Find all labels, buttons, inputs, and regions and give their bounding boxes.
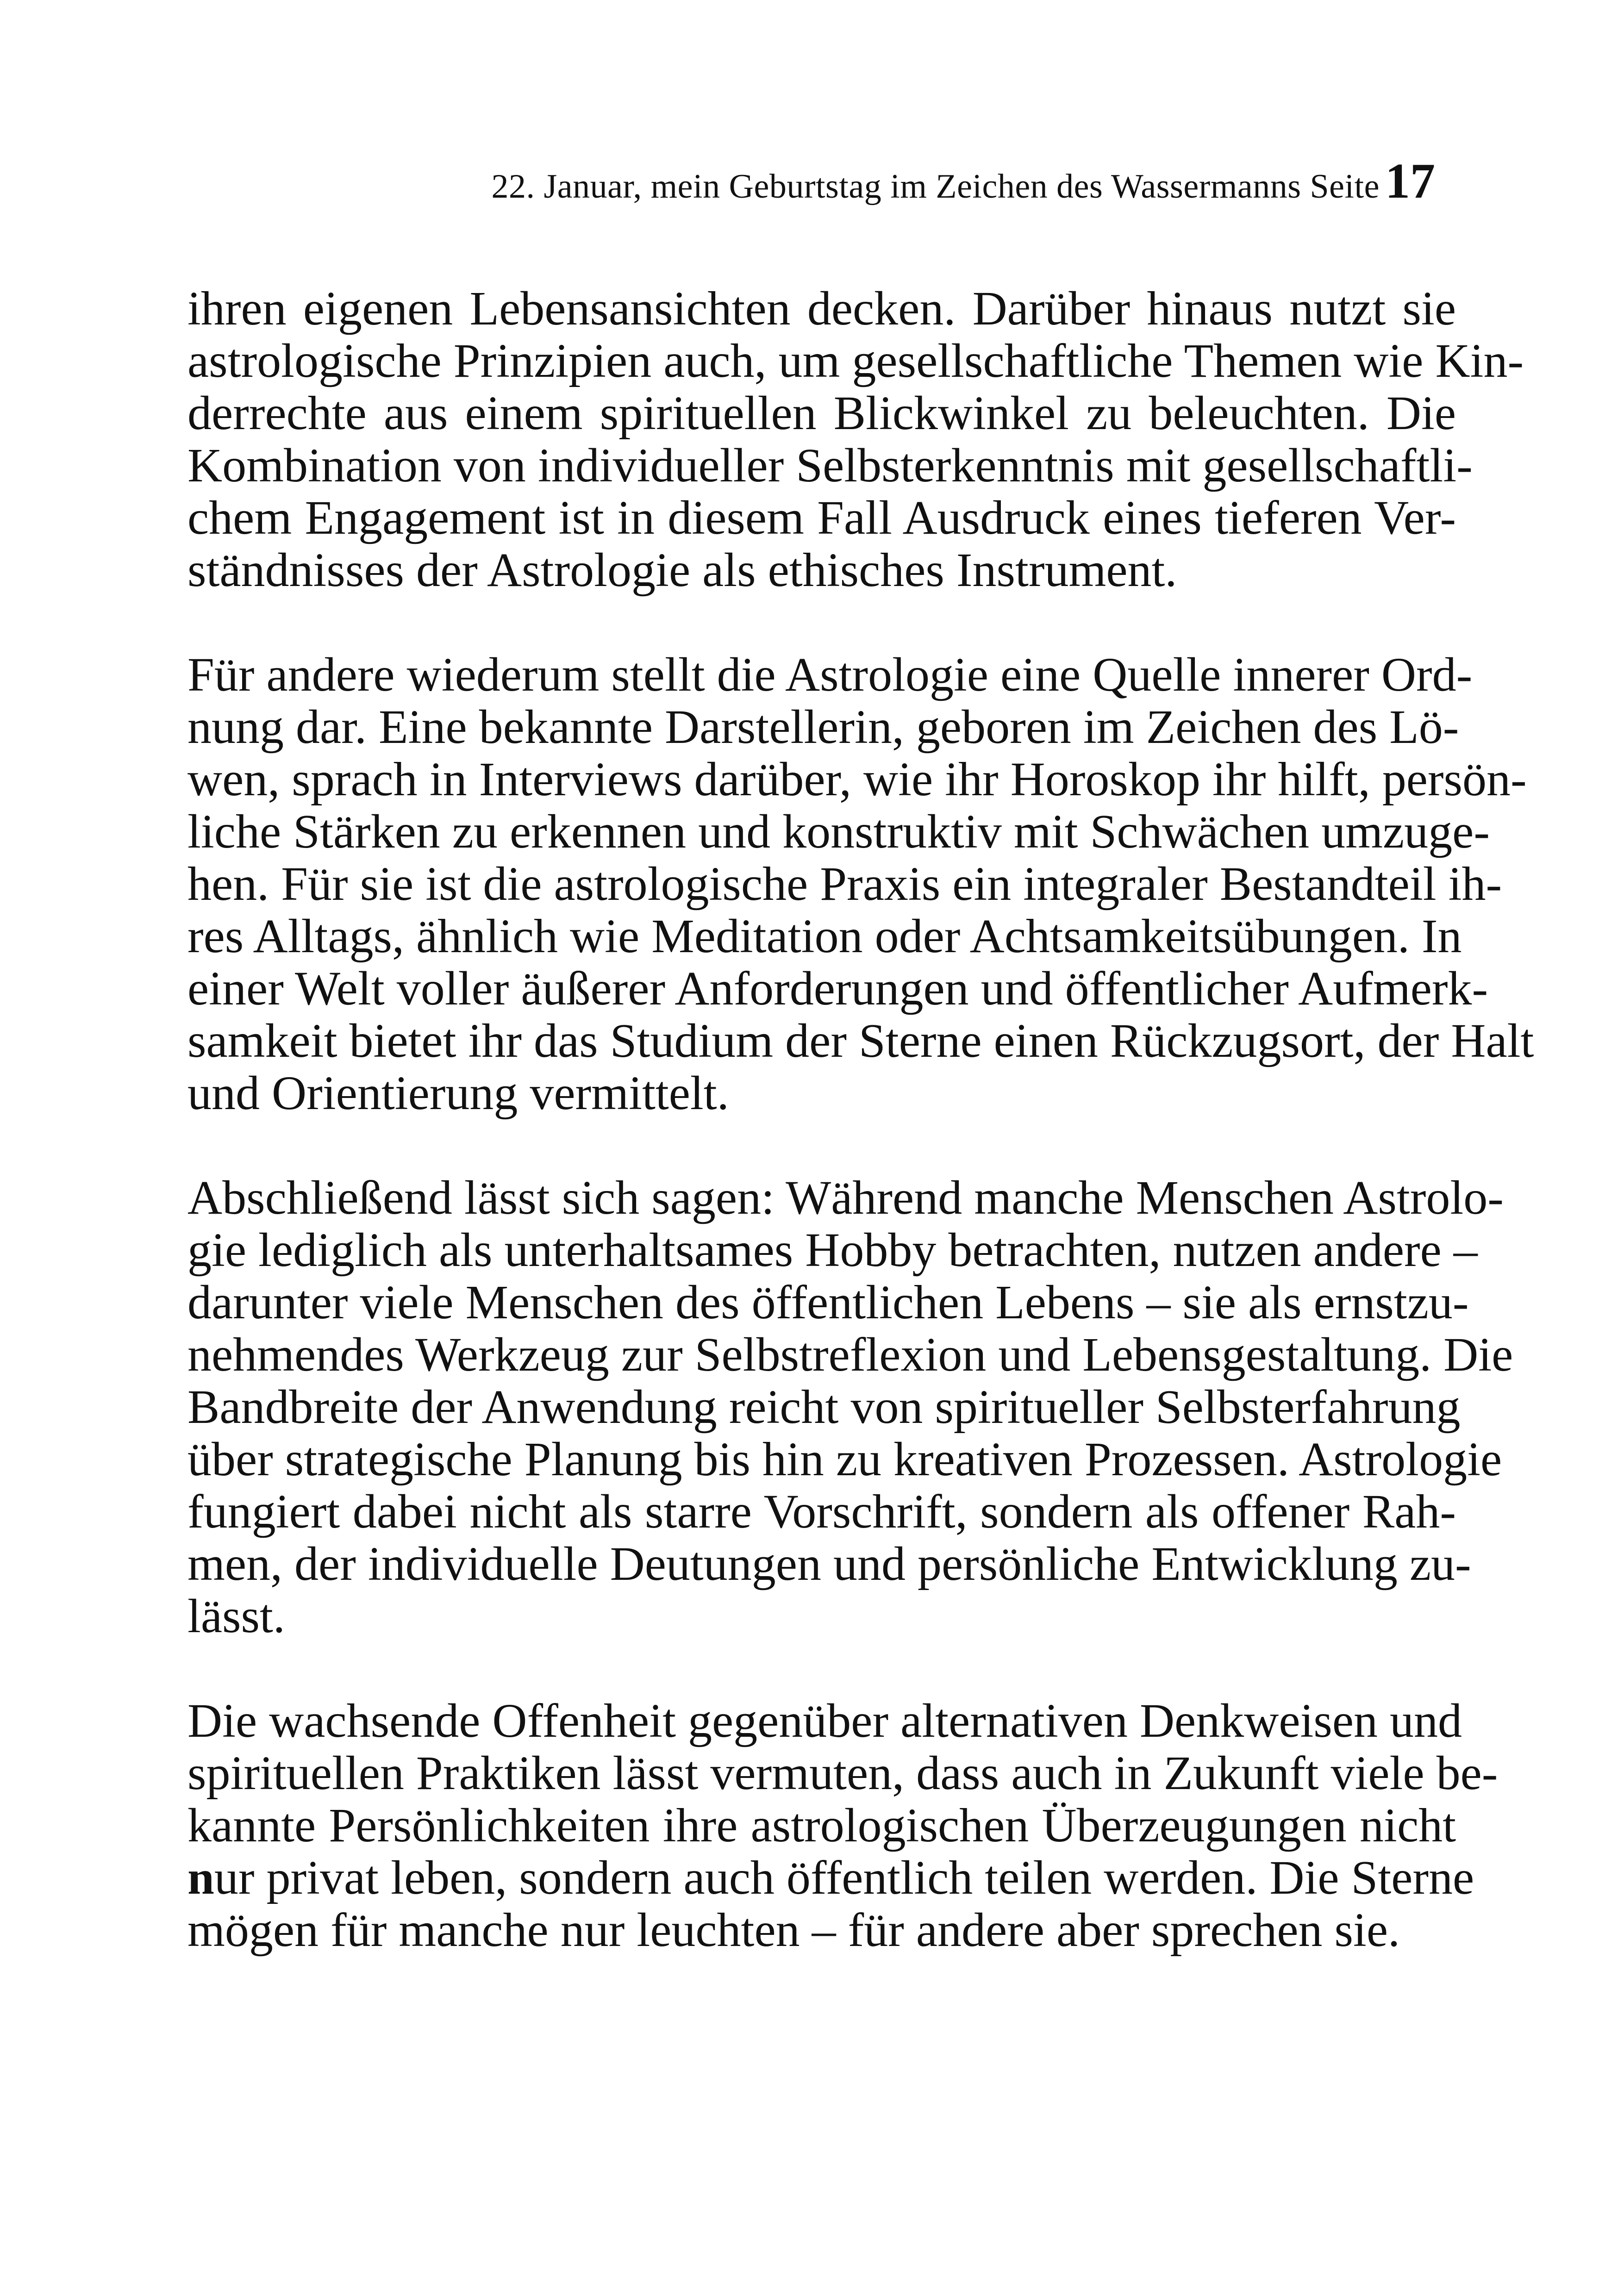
text-line: gie lediglich als unterhaltsames Hobby betrachten, nutzen andere – xyxy=(187,1223,1478,1277)
running-header xyxy=(185,153,1435,210)
text-line: ständnisses der Astrologie als ethisches Instrument. xyxy=(187,543,1177,597)
text-line: über strategische Planung bis hin zu kreativen Prozessen. Astrologie xyxy=(187,1433,1502,1486)
body-text xyxy=(187,282,1534,2008)
text-line: wen, sprach in Interviews darüber, wie ihr Horoskop ihr hilft, persön- xyxy=(187,753,1527,806)
text-line: darunter viele Menschen des öffentlichen Lebens – sie als ernstzu- xyxy=(187,1276,1469,1329)
text-line: Bandbreite der Anwendung reicht von spiritueller Selbsterfahrung xyxy=(187,1380,1461,1434)
text-line: nehmendes Werkzeug zur Selbstreflexion und Lebensgestaltung. Die xyxy=(187,1328,1513,1381)
text-line: und Orientierung vermittelt. xyxy=(187,1066,729,1120)
text-line: kannte Persönlichkeiten ihre astrologischen Überzeugungen nicht xyxy=(187,1799,1456,1852)
text-line: fungiert dabei nicht als starre Vorschrift, sondern als offener Rah- xyxy=(187,1485,1456,1538)
paragraph-3 xyxy=(187,1171,1513,1643)
text-line: liche Stärken zu erkennen und konstruktiv mit Schwächen umzuge- xyxy=(187,805,1490,858)
text-line: samkeit bietet ihr das Studium der Sterne einen Rückzugsort, der Halt xyxy=(187,1014,1534,1067)
text-line: men, der individuelle Deutungen und persönliche Entwicklung zu- xyxy=(187,1537,1471,1590)
paragraph-2 xyxy=(187,648,1534,1120)
text-line: nung dar. Eine bekannte Darstellerin, geboren im Zeichen des Lö- xyxy=(187,700,1459,754)
text-line: chem Engagement ist in diesem Fall Ausdruck eines tieferen Ver- xyxy=(187,491,1456,544)
text-line: ihren eigenen Lebensansichten decken. Darüber hinaus nutzt sie xyxy=(187,282,1456,335)
text-line: Abschließend lässt sich sagen: Während manche Menschen Astrolo- xyxy=(187,1171,1504,1224)
line-remainder: ur privat leben, sondern auch öffentlich teilen werden. Die Sterne xyxy=(214,1851,1474,1904)
paragraph-1 xyxy=(187,282,1524,597)
text-line: Kombination von individueller Selbsterkenntnis mit gesellschaftli- xyxy=(187,439,1473,492)
text-line: lässt. xyxy=(187,1590,285,1643)
paragraph-4 xyxy=(187,1694,1498,1957)
text-line xyxy=(187,1851,1474,1904)
text-line: Für andere wiederum stellt die Astrologie eine Quelle innerer Ord- xyxy=(187,648,1473,701)
text-line: mögen für manche nur leuchten – für andere aber sprechen sie. xyxy=(187,1903,1400,1957)
text-line: Die wachsende Offenheit gegenüber alternativen Denkweisen und xyxy=(187,1694,1462,1747)
text-line: astrologische Prinzipien auch, um gesellschaftliche Themen wie Kin- xyxy=(187,334,1524,387)
text-line: res Alltags, ähnlich wie Meditation oder Achtsamkeitsübungen. In xyxy=(187,910,1462,963)
text-line: spirituellen Praktiken lässt vermuten, dass auch in Zukunft viele be- xyxy=(187,1746,1498,1800)
page-number: 17 xyxy=(1385,154,1435,209)
text-line: einer Welt voller äußerer Anforderungen und öffentlicher Aufmerk- xyxy=(187,962,1488,1015)
bold-initial: n xyxy=(187,1851,214,1904)
text-line: derrechte aus einem spirituellen Blickwinkel zu beleuchten. Die xyxy=(187,387,1456,440)
running-title: 22. Januar, mein Geburtstag im Zeichen des Wassermanns Seite xyxy=(491,168,1380,206)
text-line: hen. Für sie ist die astrologische Praxis ein integraler Bestandteil ih- xyxy=(187,857,1502,911)
